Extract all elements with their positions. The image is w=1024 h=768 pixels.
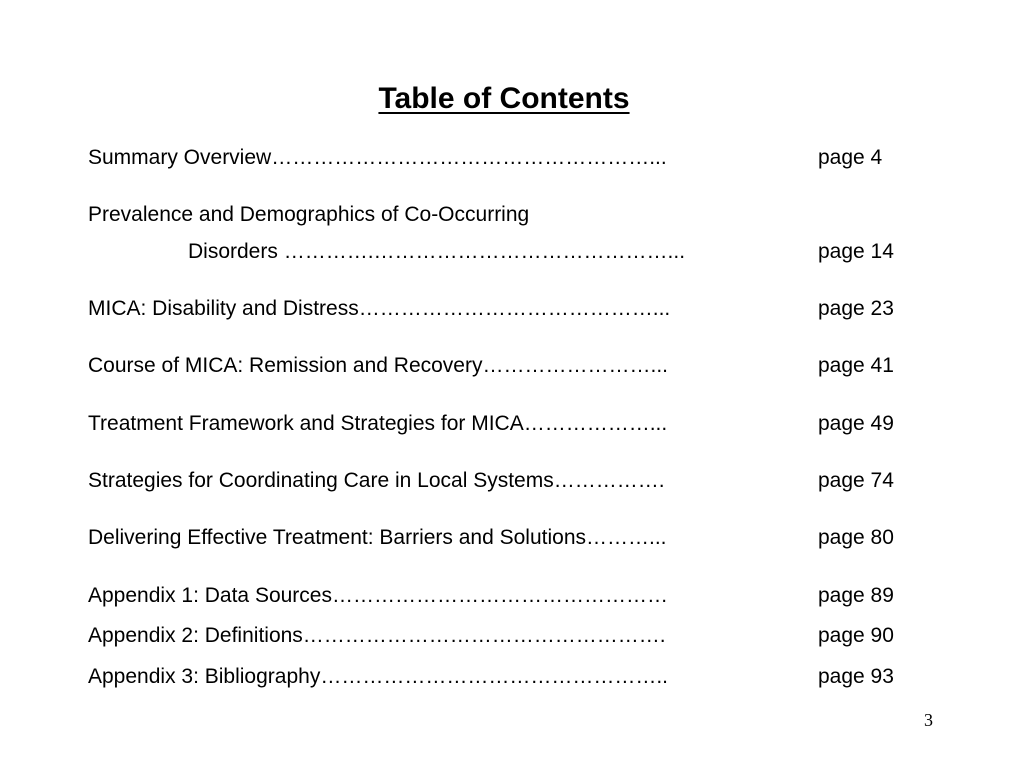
toc-entry-appendix-3 <box>88 662 918 692</box>
toc-entry-label: Appendix 2: Definitions……………………………………………. <box>88 624 666 647</box>
toc-entry-page: page 89 <box>818 584 894 607</box>
toc-entry-appendix-1 <box>88 581 918 611</box>
toc-entry-prevalence-line2 <box>88 237 918 267</box>
toc-entry-label: Appendix 1: Data Sources………………………………………… <box>88 584 668 607</box>
toc-entry-disability-distress <box>88 294 918 324</box>
toc-entry-page: page 14 <box>818 240 894 263</box>
toc-entry-page: page 49 <box>818 412 894 435</box>
toc-entry-label: MICA: Disability and Distress……………………………………... <box>88 297 671 320</box>
toc-entry-summary-overview <box>88 143 918 173</box>
toc-entry-coordinating-care <box>88 466 918 496</box>
toc-entry-label: Treatment Framework and Strategies for MICA………………... <box>88 412 668 435</box>
toc-entry-label: Strategies for Coordinating Care in Local Systems……………. <box>88 469 665 492</box>
toc-entry-course-of-mica <box>88 351 918 381</box>
toc-entry-label: Delivering Effective Treatment: Barriers and Solutions………... <box>88 526 667 549</box>
toc-entry-page: page 80 <box>818 526 894 549</box>
toc-entry-delivering-treatment <box>88 523 918 553</box>
page-title: Table of Contents <box>378 82 630 115</box>
toc-entry-label: Disorders ………….……………………………………... <box>188 240 686 263</box>
toc-entry-treatment-framework <box>88 409 918 439</box>
toc-entry-page: page 41 <box>818 354 894 377</box>
toc-entry-page: page 4 <box>818 146 883 169</box>
slide-number: 3 <box>924 710 933 730</box>
toc-entry-prevalence-line1 <box>88 200 918 230</box>
toc-entry-page: page 74 <box>818 469 894 492</box>
toc-entry-page: page 90 <box>818 624 894 647</box>
toc-entry-page: page 23 <box>818 297 894 320</box>
toc-entry-label: Prevalence and Demographics of Co-Occurring <box>88 203 530 226</box>
toc-entry-label: Summary Overview………………………………………………... <box>88 146 667 169</box>
toc-entry-appendix-2 <box>88 621 918 651</box>
toc-entry-label: Course of MICA: Remission and Recovery……………………... <box>88 354 668 377</box>
toc-entry-page: page 93 <box>818 665 894 688</box>
toc-entry-label: Appendix 3: Bibliography………………………………………….. <box>88 665 668 688</box>
